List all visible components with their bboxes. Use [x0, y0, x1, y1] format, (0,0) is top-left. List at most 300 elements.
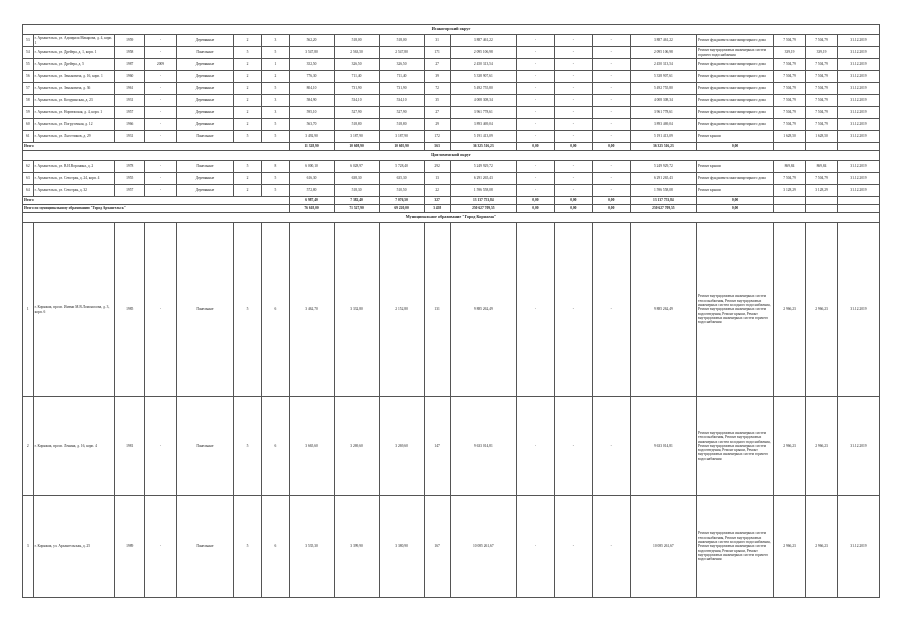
cell-f1: - — [516, 131, 554, 143]
cell-total: 10 085 261,67 — [630, 496, 696, 598]
cell-mat: Деревянные — [177, 119, 234, 131]
cell-date: 31.12.2019 — [838, 119, 880, 131]
cell-f2: - — [554, 223, 592, 397]
cell-cost: 5 338 907,61 — [450, 71, 516, 83]
cell-f1: - — [516, 107, 554, 119]
total-f2: 0,00 — [554, 143, 592, 151]
cell-sp1: 7 504,79 — [774, 59, 806, 71]
cell-people: 72 — [424, 83, 450, 95]
cell-date: 31.12.2019 — [838, 397, 880, 496]
cell-area: 804,10 — [289, 83, 334, 95]
cell-f1: - — [516, 496, 554, 598]
cell-year: 1966 — [115, 119, 145, 131]
cell-floors: 2 — [233, 71, 261, 83]
cell-sp2: 3 128,29 — [806, 185, 838, 197]
cell-total: 6 291 265,43 — [630, 173, 696, 185]
cell-total: 2 450 313,54 — [630, 59, 696, 71]
cell-floors: 2 — [233, 185, 261, 197]
total-label: Итого по муниципальному образованию "Город Архангельск" — [23, 205, 290, 213]
cell-date: 31.12.2019 — [838, 107, 880, 119]
total-area: 76 618,00 — [289, 205, 334, 213]
cell-area_l: 3 187,90 — [334, 131, 379, 143]
cell-people: 172 — [424, 131, 450, 143]
cell-date: 31.12.2019 — [838, 59, 880, 71]
cell-area_l: 534,10 — [334, 95, 379, 107]
cell-sp1: 1 628,50 — [774, 131, 806, 143]
cell-f2: - — [554, 83, 592, 95]
total-area_r: 10 605,90 — [379, 143, 424, 151]
section-title: Муниципальное образование "Город Коряжма" — [23, 213, 880, 223]
cell-year2: - — [145, 185, 177, 197]
cell-date: 31.12.2019 — [838, 35, 880, 47]
cell-year: 1987 — [115, 59, 145, 71]
cell-work: Ремонт фундамента многоквартирного дома — [697, 95, 774, 107]
cell-f2: - — [554, 47, 592, 59]
cell-ent: 3 — [262, 107, 289, 119]
cell-year2: - — [145, 131, 177, 143]
cell-year2: - — [145, 107, 177, 119]
cell-mat: Деревянные — [177, 107, 234, 119]
cell-area_l: 518,30 — [334, 185, 379, 197]
cell-addr: г. Архангельск, ул. Льготчиков, д. 29 — [33, 131, 115, 143]
cell-sp1: 7 504,79 — [774, 71, 806, 83]
cell-area_l: 326,50 — [334, 59, 379, 71]
cell-ent: 5 — [262, 131, 289, 143]
cell-cost: 9 885 262,49 — [450, 223, 516, 397]
cell-year2: - — [145, 71, 177, 83]
cell-f2: - — [554, 397, 592, 496]
cell-ent: 5 — [262, 185, 289, 197]
table-row — [23, 131, 880, 143]
total-f1: 0,00 — [516, 143, 554, 151]
cell-f3: - — [592, 131, 630, 143]
cell-f3: - — [592, 397, 630, 496]
cell-sp1: 869,84 — [774, 161, 806, 173]
cell-ent: 5 — [262, 83, 289, 95]
empty-cell — [774, 197, 806, 205]
cell-year2: - — [145, 161, 177, 173]
total-total: 13 137 753,84 — [630, 197, 696, 205]
section-header — [23, 25, 880, 35]
cell-sp1: 7 504,79 — [774, 107, 806, 119]
cell-mat: Панельные — [177, 397, 234, 496]
total-area_r: 7 076,50 — [379, 197, 424, 205]
cell-floors: 2 — [233, 59, 261, 71]
cell-people: 22 — [424, 185, 450, 197]
cell-floors: 2 — [233, 83, 261, 95]
cell-addr: г. Коряжма, просп. Ленина, д. 16, корп. 4 — [33, 397, 115, 496]
cell-total: 5 249 929,72 — [630, 161, 696, 173]
cell-cost: 1 596 558,08 — [450, 185, 516, 197]
cell-year2: - — [145, 83, 177, 95]
cell-addr: г. Архангельск, ул. Кочуринская, д. 23 — [33, 95, 115, 107]
cell-ent: 5 — [262, 119, 289, 131]
cell-sp1: 7 504,79 — [774, 35, 806, 47]
cell-f1: - — [516, 83, 554, 95]
cell-f1: - — [516, 185, 554, 197]
empty-cell — [838, 197, 880, 205]
cell-f3: - — [592, 47, 630, 59]
empty-cell — [806, 197, 838, 205]
cell-year2: - — [145, 496, 177, 598]
cell-f2: - — [554, 185, 592, 197]
total-f1: 0,00 — [516, 197, 554, 205]
cell-work: Ремонт внутридомовых инженерных систем теплоснабжения, Ремонт внутридомовых инженерных систем холодного водоснабжения, Ремонт внутридомовых инженерных систем водоотведения, Ремонт крыши, Ремонт внутридомовых инженерных систем горячего водоснабжения — [697, 397, 774, 496]
total-people: 327 — [424, 197, 450, 205]
total-area: 6 987,40 — [289, 197, 334, 205]
table-row — [23, 223, 880, 397]
cell-ent: 1 — [262, 59, 289, 71]
cell-n: 61 — [23, 131, 34, 143]
cell-mat: Деревянные — [177, 71, 234, 83]
grand-total-row — [23, 205, 880, 213]
cell-work: Ремонт фундамента многоквартирного дома — [697, 59, 774, 71]
cell-floors: 5 — [233, 496, 261, 598]
cell-people: 39 — [424, 71, 450, 83]
cell-f1: - — [516, 397, 554, 496]
cell-work: Ремонт внутридомовых инженерных систем теплоснабжения, Ремонт внутридомовых инженерных систем холодного водоснабжения, Ремонт внутридомовых инженерных систем водоотведения, Ремонт крыши, Ремонт внутридомовых инженерных систем горячего водоснабжения — [697, 223, 774, 397]
total-f1: 0,00 — [516, 205, 554, 213]
table-row — [23, 71, 880, 83]
total-f3: 0,00 — [592, 197, 630, 205]
cell-cost: 2 450 313,54 — [450, 59, 516, 71]
cell-year: 1955 — [115, 173, 145, 185]
cell-work: Ремонт фундамента многоквартирного дома — [697, 83, 774, 95]
housing-repair-table — [22, 24, 880, 598]
cell-area_l: 518,00 — [334, 35, 379, 47]
cell-f3: - — [592, 95, 630, 107]
cell-n: 62 — [23, 161, 34, 173]
cell-area: 562,20 — [289, 35, 334, 47]
total-f2: 0,00 — [554, 197, 592, 205]
cell-total: 5 191 413,09 — [630, 131, 696, 143]
cell-f3: - — [592, 119, 630, 131]
cell-area_l: 638,30 — [334, 173, 379, 185]
cell-area_l: 3 269,60 — [334, 397, 379, 496]
cell-cost: 10 085 261,67 — [450, 496, 516, 598]
cell-f2: - — [554, 119, 592, 131]
cell-f1: - — [516, 71, 554, 83]
cell-total: 5 492 755,80 — [630, 83, 696, 95]
cell-work: Ремонт крыши — [697, 131, 774, 143]
cell-cost: 9 633 014,81 — [450, 397, 516, 496]
table-row — [23, 107, 880, 119]
cell-year2: - — [145, 35, 177, 47]
cell-year2: 2009 — [145, 59, 177, 71]
cell-area_r: 711,40 — [379, 71, 424, 83]
cell-addr: г. Архангельск, ул. Погрузочная, д. 12 — [33, 119, 115, 131]
cell-area_l: 3 332,80 — [334, 223, 379, 397]
cell-ent: 6 — [262, 223, 289, 397]
cell-mat: Деревянные — [177, 59, 234, 71]
cell-area_l: 711,40 — [334, 71, 379, 83]
total-total: 250 627 709,55 — [630, 205, 696, 213]
cell-floors: 5 — [233, 223, 261, 397]
cell-f3: - — [592, 83, 630, 95]
cell-sp2: 7 504,79 — [806, 119, 838, 131]
cell-mat: Панельные — [177, 223, 234, 397]
cell-date: 31.12.2019 — [838, 496, 880, 598]
empty-cell — [806, 205, 838, 213]
cell-ent: 5 — [262, 173, 289, 185]
cell-f3: - — [592, 35, 630, 47]
cell-sp1: 7 504,79 — [774, 83, 806, 95]
cell-total: 1 596 558,08 — [630, 185, 696, 197]
cell-ent: 3 — [262, 35, 289, 47]
cell-mat: Панельные — [177, 161, 234, 173]
cell-sp1: 7 504,79 — [774, 95, 806, 107]
cell-area: 6 000,10 — [289, 161, 334, 173]
cell-year: 1931 — [115, 131, 145, 143]
cell-sp2: 2 966,23 — [806, 223, 838, 397]
cell-year: 1957 — [115, 185, 145, 197]
cell-sp1: 7 504,79 — [774, 119, 806, 131]
cell-work: Ремонт фундамента многоквартирного дома — [697, 119, 774, 131]
cell-date: 31.12.2019 — [838, 71, 880, 83]
cell-cost: 6 291 265,43 — [450, 173, 516, 185]
cell-sp2: 2 966,23 — [806, 397, 838, 496]
total-f3: 0,00 — [592, 205, 630, 213]
cell-f1: - — [516, 95, 554, 107]
cell-ent: 6 — [262, 397, 289, 496]
cell-addr: г. Архангельск, ул. Дрейера, д. 1, корп. 1 — [33, 47, 115, 59]
cell-sp1: 7 504,79 — [774, 173, 806, 185]
total-x: 0,00 — [697, 205, 774, 213]
cell-cost: 3 893 469,04 — [450, 119, 516, 131]
cell-date: 31.12.2019 — [838, 47, 880, 59]
table-row — [23, 47, 880, 59]
section-total-row — [23, 197, 880, 205]
total-area_l: 71 527,90 — [334, 205, 379, 213]
cell-mat: Деревянные — [177, 95, 234, 107]
cell-area_l: 527,90 — [334, 107, 379, 119]
total-area_l: 7 382,40 — [334, 197, 379, 205]
cell-sp1: 2 966,23 — [774, 496, 806, 598]
cell-work: Ремонт крыши — [697, 185, 774, 197]
cell-f2: - — [554, 131, 592, 143]
table-row — [23, 496, 880, 598]
cell-people: 167 — [424, 496, 450, 598]
cell-area_r: 3 187,90 — [379, 131, 424, 143]
cell-year2: - — [145, 119, 177, 131]
cell-year2: - — [145, 223, 177, 397]
cell-sp2: 2 966,23 — [806, 496, 838, 598]
cell-f2: - — [554, 95, 592, 107]
cell-total: 4 008 308,34 — [630, 95, 696, 107]
cell-floors: 2 — [233, 173, 261, 185]
cell-people: 292 — [424, 161, 450, 173]
cell-f2: - — [554, 173, 592, 185]
cell-addr: г. Коряжма, ул. Архангельская, д. 25 — [33, 496, 115, 598]
cell-addr: г. Архангельск, ул. В.И.Воронина, д. 2 — [33, 161, 115, 173]
cell-sp2: 1 628,50 — [806, 131, 838, 143]
cell-area_r: 534,10 — [379, 95, 424, 107]
cell-area: 776,30 — [289, 71, 334, 83]
cell-people: 147 — [424, 397, 450, 496]
cell-f1: - — [516, 223, 554, 397]
cell-people: 29 — [424, 119, 450, 131]
register-sheet — [22, 24, 880, 598]
cell-year: 1985 — [115, 223, 145, 397]
cell-floors: 2 — [233, 119, 261, 131]
total-label: Итого — [23, 197, 290, 205]
cell-area: 584,90 — [289, 95, 334, 107]
cell-people: 13 — [424, 173, 450, 185]
cell-area_r: 518,00 — [379, 35, 424, 47]
cell-ent: 5 — [262, 47, 289, 59]
cell-cost: 5 249 929,72 — [450, 161, 516, 173]
cell-date: 31.12.2019 — [838, 173, 880, 185]
table-row — [23, 173, 880, 185]
total-f2: 0,00 — [554, 205, 592, 213]
total-total: 36 325 516,23 — [630, 143, 696, 151]
cell-area_l: 518,80 — [334, 119, 379, 131]
cell-year: 1959 — [115, 35, 145, 47]
cell-year2: - — [145, 47, 177, 59]
cell-work: Ремонт внутридомовых инженерных систем горячего водоснабжения — [697, 47, 774, 59]
section-total-row — [23, 143, 880, 151]
cell-floors: 2 — [233, 35, 261, 47]
cell-area: 616,30 — [289, 173, 334, 185]
cell-ent: 8 — [262, 161, 289, 173]
cell-total: 3 893 469,04 — [630, 119, 696, 131]
table-row — [23, 397, 880, 496]
cell-n: 56 — [23, 71, 34, 83]
cell-f2: - — [554, 71, 592, 83]
cell-area_l: 6 028,97 — [334, 161, 379, 173]
cell-date: 31.12.2019 — [838, 131, 880, 143]
cell-area_r: 3 269,60 — [379, 397, 424, 496]
cell-f1: - — [516, 161, 554, 173]
cell-mat: Деревянные — [177, 185, 234, 197]
cell-addr: г. Архангельск, ул. Норвежская, д. 4, корп. 1 — [33, 107, 115, 119]
cell-cost: 4 008 308,34 — [450, 95, 516, 107]
cell-n: 3 — [23, 496, 34, 598]
cell-floors: 2 — [233, 107, 261, 119]
cell-mat: Панельные — [177, 131, 234, 143]
cell-mat: Деревянные — [177, 35, 234, 47]
cell-n: 63 — [23, 173, 34, 185]
table-row — [23, 161, 880, 173]
cell-area: 563,70 — [289, 119, 334, 131]
cell-people: 35 — [424, 95, 450, 107]
cell-area: 3 547,80 — [289, 47, 334, 59]
cell-ent: 2 — [262, 71, 289, 83]
section-title: Цигломенский округ — [23, 151, 880, 161]
cell-n: 1 — [23, 223, 34, 397]
cell-f3: - — [592, 107, 630, 119]
cell-floors: 2 — [233, 95, 261, 107]
cell-date: 31.12.2019 — [838, 95, 880, 107]
cell-area_l: 3 399,90 — [334, 496, 379, 598]
cell-year: 1957 — [115, 107, 145, 119]
cell-area_r: 2 152,80 — [379, 223, 424, 397]
total-x: 0,00 — [697, 197, 774, 205]
cell-floors: 5 — [233, 161, 261, 173]
cell-mat: Деревянные — [177, 83, 234, 95]
cell-year: 1931 — [115, 95, 145, 107]
cell-floors: 5 — [233, 47, 261, 59]
cell-sp2: 7 504,79 — [806, 95, 838, 107]
cell-total: 2 095 106,98 — [630, 47, 696, 59]
cell-sp1: 2 966,23 — [774, 397, 806, 496]
cell-cost: 5 492 755,80 — [450, 83, 516, 95]
cell-people: 27 — [424, 59, 450, 71]
total-f3: 0,00 — [592, 143, 630, 151]
total-area_l: 10 608,90 — [334, 143, 379, 151]
cell-sp1: 2 966,23 — [774, 223, 806, 397]
cell-sp2: 339,19 — [806, 47, 838, 59]
cell-area_l: 2 563,50 — [334, 47, 379, 59]
cell-addr: г. Архангельск, ул. Севстрая, д. 32 — [33, 185, 115, 197]
cell-f3: - — [592, 185, 630, 197]
cell-addr: г. Архангельск, ул. Адмирала Макарова, д. 4, корп. 1 — [33, 35, 115, 47]
cell-sp1: 339,19 — [774, 47, 806, 59]
cell-n: 55 — [23, 59, 34, 71]
cell-area_r: 527,90 — [379, 107, 424, 119]
cell-date: 31.12.2019 — [838, 185, 880, 197]
cell-area: 352,50 — [289, 59, 334, 71]
cell-area_r: 326,50 — [379, 59, 424, 71]
table-row — [23, 35, 880, 47]
cell-cost: 5 191 413,09 — [450, 131, 516, 143]
cell-ent: 6 — [262, 496, 289, 598]
table-row — [23, 59, 880, 71]
cell-year: 1989 — [115, 496, 145, 598]
cell-floors: 5 — [233, 131, 261, 143]
cell-year: 1958 — [115, 47, 145, 59]
total-area_r: 69 220,00 — [379, 205, 424, 213]
cell-n: 60 — [23, 119, 34, 131]
cell-f1: - — [516, 173, 554, 185]
empty-cell — [838, 143, 880, 151]
cell-n: 53 — [23, 35, 34, 47]
total-cost: 13 137 753,84 — [450, 197, 516, 205]
cell-area_r: 510,50 — [379, 185, 424, 197]
cell-sp2: 869,84 — [806, 161, 838, 173]
empty-cell — [838, 205, 880, 213]
total-people: 3 458 — [424, 205, 450, 213]
cell-f2: - — [554, 107, 592, 119]
cell-area: 595,10 — [289, 107, 334, 119]
municipality-header — [23, 213, 880, 223]
cell-area: 3 665,60 — [289, 397, 334, 496]
cell-f3: - — [592, 223, 630, 397]
total-cost: 250 627 709,55 — [450, 205, 516, 213]
cell-sp1: 3 128,29 — [774, 185, 806, 197]
cell-area_r: 518,80 — [379, 119, 424, 131]
cell-area_r: 5 728,40 — [379, 161, 424, 173]
total-label: Итого — [23, 143, 290, 151]
cell-year2: - — [145, 173, 177, 185]
cell-addr: г. Архангельск, ул. Дрейера, д. 5 — [33, 59, 115, 71]
cell-area_r: 635,30 — [379, 173, 424, 185]
cell-addr: г. Архангельск, ул. Зеньковича, д. 16, корп. 1 — [33, 71, 115, 83]
cell-f2: - — [554, 161, 592, 173]
cell-f1: - — [516, 119, 554, 131]
cell-f3: - — [592, 161, 630, 173]
cell-sp2: 7 504,79 — [806, 71, 838, 83]
cell-people: 31 — [424, 35, 450, 47]
cell-cost: 2 095 106,98 — [450, 47, 516, 59]
cell-date: 31.12.2019 — [838, 83, 880, 95]
cell-mat: Панельные — [177, 47, 234, 59]
cell-n: 57 — [23, 83, 34, 95]
cell-work: Ремонт фундамента многоквартирного дома — [697, 107, 774, 119]
total-cost: 36 325 516,23 — [450, 143, 516, 151]
cell-area: 3 492,90 — [289, 131, 334, 143]
cell-area_r: 731,90 — [379, 83, 424, 95]
